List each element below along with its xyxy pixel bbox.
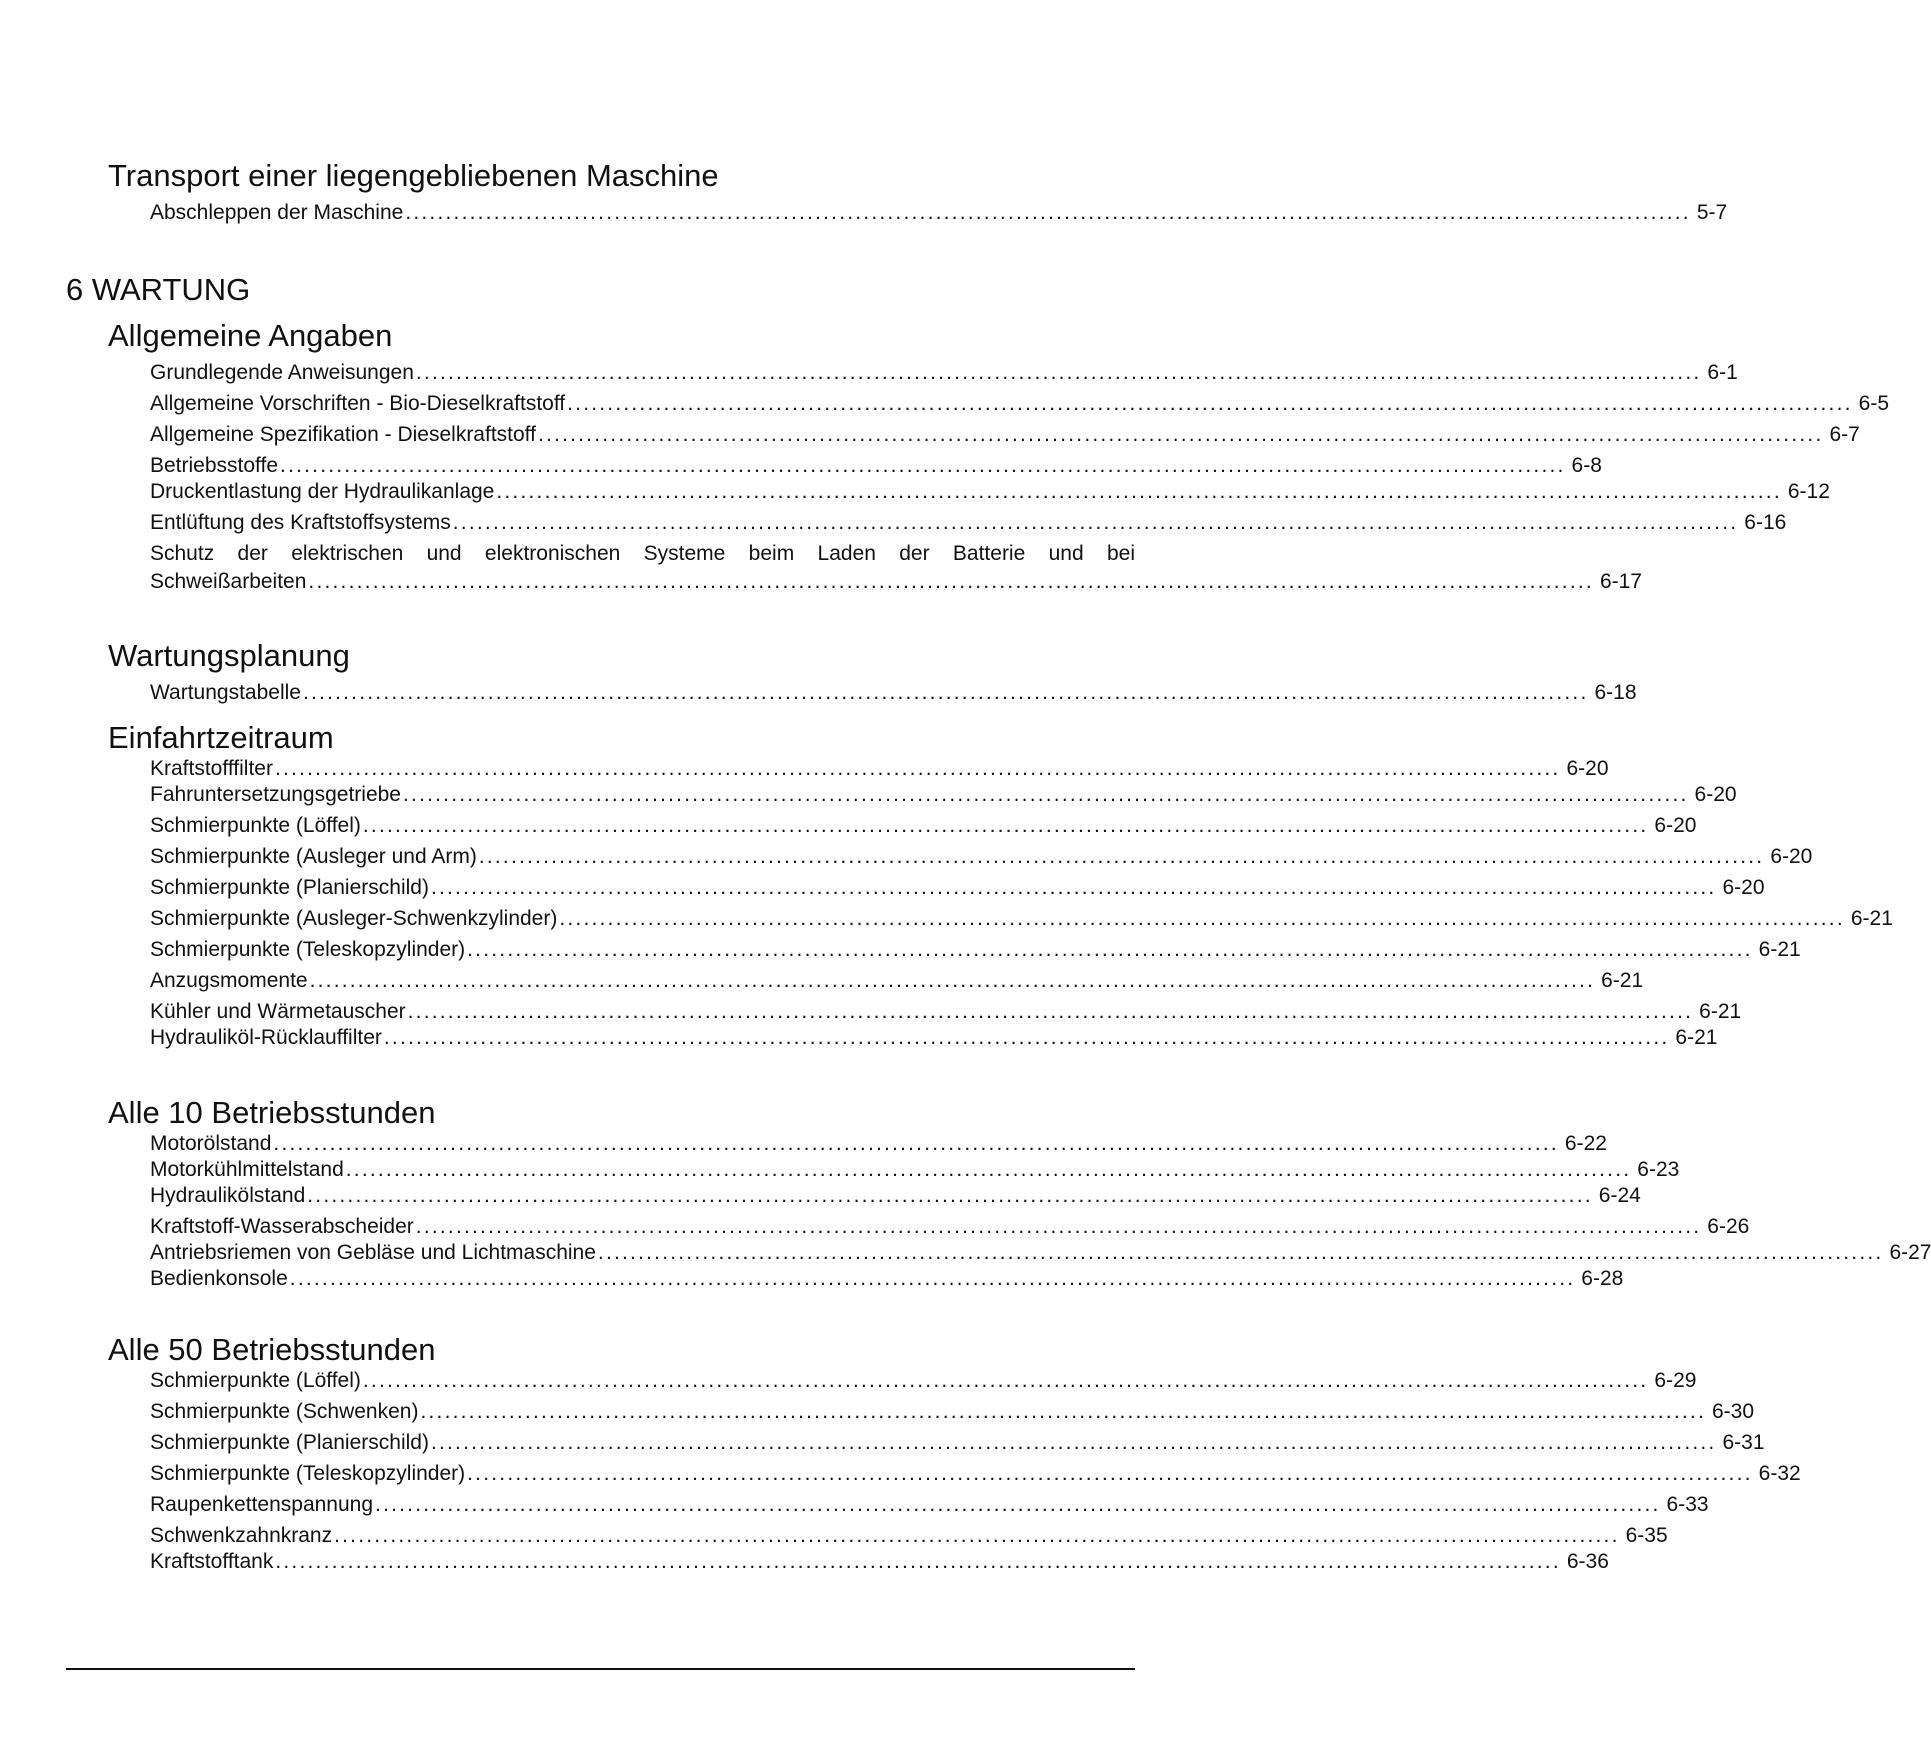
toc-entry[interactable] (150, 479, 1830, 505)
toc-entry[interactable] (150, 1183, 1641, 1209)
leader-dots: ................................................................................................................................................................ (403, 783, 1689, 806)
toc-entry-title: Schmierpunkte (Planierschild) (150, 876, 429, 899)
chapter-heading: 6 WARTUNG (66, 272, 251, 307)
toc-entry-page: 6-36 (1566, 1550, 1609, 1573)
leader-dots: ................................................................................................................................................................ (383, 1026, 1670, 1049)
leader-dots: ................................................................................................................................................................ (597, 1241, 1884, 1264)
toc-entry-title: Schmierpunkte (Schwenken) (150, 1400, 419, 1423)
leader-dots: ................................................................................................................................................................ (405, 201, 1691, 224)
toc-entry-page: 6-20 (1566, 757, 1609, 780)
toc-entry-page: 6-21 (1850, 907, 1893, 930)
toc-entry-title: Kühler und Wärmetauscher (150, 1000, 406, 1023)
leader-dots: ................................................................................................................................................................ (430, 1431, 1717, 1454)
toc-entry-page: 6-20 (1654, 814, 1697, 837)
toc-entry[interactable] (150, 1214, 1750, 1240)
toc-entry-title: Hydraulikölstand (150, 1184, 306, 1207)
toc-entry-page: 5-7 (1696, 201, 1728, 224)
leader-dots: ................................................................................................................................................................ (309, 969, 1596, 992)
leader-dots: ................................................................................................................................................................ (537, 423, 1824, 446)
toc-entry[interactable] (150, 844, 1813, 870)
toc-entry[interactable] (150, 1266, 1624, 1292)
toc-entry-title: Allgemeine Vorschriften - Bio-Dieselkraftstoff (150, 392, 566, 415)
toc-entry-page: 6-28 (1581, 1267, 1624, 1290)
toc-entry-page: 6-20 (1694, 783, 1737, 806)
toc-entry-title: Fahruntersetzungsgetriebe (150, 783, 401, 806)
toc-entry-title: Schmierpunkte (Löffel) (150, 1369, 361, 1392)
toc-entry[interactable] (150, 906, 1893, 932)
leader-dots: ................................................................................................................................................................ (274, 757, 1561, 780)
toc-entry[interactable] (150, 1430, 1765, 1456)
toc-entry-page: 6-31 (1722, 1431, 1765, 1454)
toc-entry-page: 6-23 (1637, 1158, 1680, 1181)
toc-entry-title: Kraftstofffilter (150, 757, 273, 780)
toc-entry[interactable] (150, 453, 1602, 479)
toc-entry[interactable] (150, 1131, 1607, 1157)
leader-dots: ................................................................................................................................................................ (452, 511, 1739, 534)
toc-entry-title: Bedienkonsole (150, 1267, 288, 1290)
toc-entry[interactable] (150, 999, 1742, 1025)
toc-entry-title: Hydrauliköl-Rücklauffilter (150, 1026, 382, 1049)
leader-dots: ................................................................................................................................................................ (478, 845, 1765, 868)
toc-entry[interactable] (150, 1492, 1709, 1518)
toc-entry[interactable] (150, 1399, 1755, 1425)
toc-entry-title: Abschleppen der Maschine (150, 201, 404, 224)
toc-entry-page: 6-1 (1707, 361, 1738, 384)
toc-entry-title: Schwenkzahnkranz (150, 1524, 333, 1547)
toc-entry[interactable] (150, 510, 1787, 536)
leader-dots: ................................................................................................................................................................ (559, 907, 1845, 930)
toc-entry-page: 6-17 (1599, 570, 1642, 593)
section-heading-general: Allgemeine Angaben (108, 318, 393, 353)
toc-entry-page: 6-27 (1889, 1241, 1931, 1264)
toc-entry[interactable] (150, 782, 1737, 808)
leader-dots: ................................................................................................................................................................ (430, 876, 1717, 899)
toc-entry[interactable] (150, 1368, 1697, 1394)
toc-entry-page: 6-30 (1711, 1400, 1755, 1423)
toc-entry-page: 6-20 (1722, 876, 1765, 899)
leader-dots: ................................................................................................................................................................ (302, 681, 1589, 704)
toc-entry[interactable] (150, 875, 1765, 901)
toc-entry[interactable] (150, 756, 1609, 782)
section-heading-breakin: Einfahrtzeitraum (108, 720, 334, 755)
toc-entry[interactable] (150, 1240, 1931, 1266)
toc-entry[interactable] (150, 360, 1738, 386)
toc-entry-page: 6-33 (1666, 1493, 1709, 1516)
leader-dots: ................................................................................................................................................................ (289, 1267, 1576, 1290)
toc-entry-page: 6-29 (1654, 1369, 1697, 1392)
toc-entry-page: 6-8 (1571, 454, 1602, 477)
leader-dots: ................................................................................................................................................................ (496, 480, 1782, 503)
footer-rule (66, 1668, 1135, 1670)
toc-entry-page: 6-18 (1594, 681, 1637, 704)
toc-entry-title: Allgemeine Spezifikation - Dieselkraftstoff (150, 423, 536, 446)
toc-entry-title: Raupenkettenspannung (150, 1493, 374, 1516)
toc-entry-title: Kraftstofftank (150, 1550, 274, 1573)
toc-entry-page: 6-16 (1744, 511, 1787, 534)
toc-entry-title: Schmierpunkte (Löffel) (150, 814, 361, 837)
toc-entry-title: Schmierpunkte (Teleskopzylinder) (150, 938, 466, 961)
toc-entry-page: 6-26 (1707, 1215, 1750, 1238)
toc-entry-page: 6-21 (1675, 1026, 1718, 1049)
toc-entry[interactable] (150, 1025, 1718, 1051)
section-heading-50h: Alle 50 Betriebsstunden (108, 1332, 436, 1367)
toc-entry-title: Anzugsmomente (150, 969, 308, 992)
toc-entry-long-line1[interactable]: Schutz der elektrischen und elektronischen Systeme beim Laden der Batterie und bei (150, 542, 1135, 565)
leader-dots: ................................................................................................................................................................ (334, 1524, 1620, 1547)
toc-entry-title: Entlüftung des Kraftstoffsystems (150, 511, 451, 534)
leader-dots: ................................................................................................................................................................ (275, 1550, 1561, 1573)
leader-dots: ................................................................................................................................................................ (567, 392, 1853, 415)
leader-dots: ................................................................................................................................................................ (345, 1158, 1632, 1181)
toc-entry-title: Schweißarbeiten (150, 570, 307, 593)
toc-entry-title: Schmierpunkte (Ausleger und Arm) (150, 845, 477, 868)
toc-entry-page: 6-32 (1758, 1462, 1801, 1485)
toc-entry-title: Kraftstoff-Wasserabscheider (150, 1215, 414, 1238)
toc-entry[interactable] (150, 1549, 1609, 1575)
toc-entry-page: 6-21 (1601, 969, 1644, 992)
toc-entry-page: 6-22 (1564, 1132, 1607, 1155)
toc-entry[interactable] (150, 813, 1697, 839)
toc-entry[interactable] (150, 1523, 1668, 1549)
toc-entry-title: Schmierpunkte (Teleskopzylinder) (150, 1462, 466, 1485)
leader-dots: ................................................................................................................................................................ (415, 1215, 1702, 1238)
toc-entry-title: Grundlegende Anweisungen (150, 361, 414, 384)
leader-dots: ................................................................................................................................................................ (407, 1000, 1694, 1023)
toc-entry-page: 6-5 (1858, 392, 1889, 415)
leader-dots: ................................................................................................................................................................ (307, 1184, 1593, 1207)
leader-dots: ................................................................................................................................................................ (375, 1493, 1661, 1516)
toc-entry-page: 6-12 (1787, 480, 1830, 503)
section-heading-transport: Transport einer liegengebliebenen Maschine (108, 158, 719, 193)
leader-dots: ................................................................................................................................................................ (415, 361, 1702, 384)
toc-entry[interactable] (150, 200, 1728, 226)
leader-dots: ................................................................................................................................................................ (362, 814, 1649, 837)
leader-dots: ................................................................................................................................................................ (273, 1132, 1559, 1155)
toc-entry-page: 6-21 (1758, 938, 1801, 961)
toc-entry[interactable] (150, 1157, 1680, 1183)
toc-entry-title: Schmierpunkte (Ausleger-Schwenkzylinder) (150, 907, 558, 930)
section-heading-10h: Alle 10 Betriebsstunden (108, 1095, 436, 1130)
leader-dots: ................................................................................................................................................................ (467, 1462, 1753, 1485)
toc-entry[interactable] (150, 391, 1889, 417)
toc-entry-title: Druckentlastung der Hydraulikanlage (150, 480, 495, 503)
toc-entry-page: 6-35 (1625, 1524, 1668, 1547)
toc-entry-title: Wartungstabelle (150, 681, 301, 704)
leader-dots: ................................................................................................................................................................ (420, 1400, 1706, 1423)
section-heading-planning: Wartungsplanung (108, 638, 350, 673)
toc-entry[interactable] (150, 968, 1644, 994)
toc-entry[interactable] (150, 680, 1637, 706)
toc-entry-page: 6-21 (1699, 1000, 1742, 1023)
toc-entry-title: Betriebsstoffe (150, 454, 279, 477)
toc-entry-title: Antriebsriemen von Gebläse und Lichtmaschine (150, 1241, 596, 1264)
toc-entry-title: Motorölstand (150, 1132, 272, 1155)
toc-entry[interactable] (150, 569, 1642, 595)
leader-dots: ................................................................................................................................................................ (280, 454, 1566, 477)
toc-entry[interactable] (150, 937, 1801, 963)
toc-entry-title: Motorkühlmittelstand (150, 1158, 344, 1181)
leader-dots: ................................................................................................................................................................ (467, 938, 1753, 961)
toc-entry[interactable] (150, 1461, 1801, 1487)
toc-entry-page: 6-20 (1770, 845, 1813, 868)
toc-entry-title: Schmierpunkte (Planierschild) (150, 1431, 429, 1454)
toc-entry[interactable] (150, 422, 1860, 448)
toc-entry-page: 6-24 (1598, 1184, 1641, 1207)
leader-dots: ................................................................................................................................................................ (308, 570, 1594, 593)
leader-dots: ................................................................................................................................................................ (362, 1369, 1649, 1392)
toc-entry-page: 6-7 (1829, 423, 1860, 446)
